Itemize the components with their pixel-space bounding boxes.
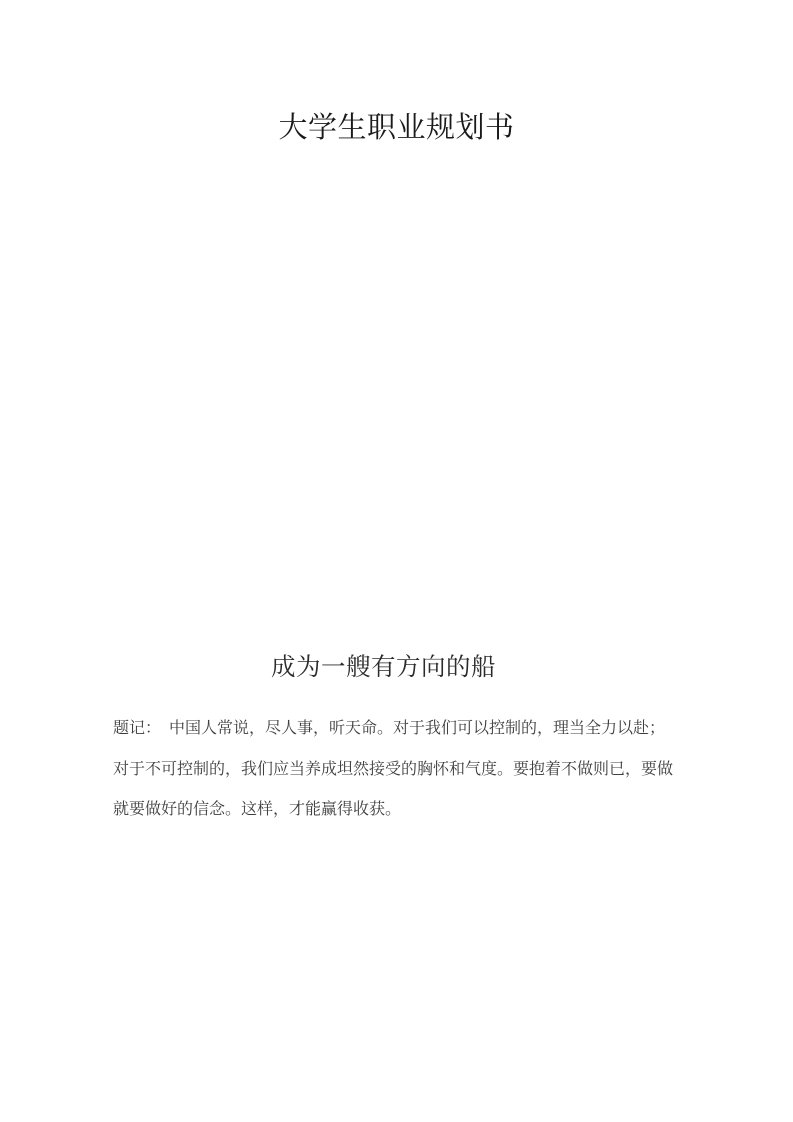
- document-title: 大学生职业规划书: [278, 112, 515, 144]
- epigraph-paragraph: [113, 709, 680, 831]
- epigraph-line-1: 题记： 中国人常说，尽人事，听天命。对于我们可以控制的，理当全力以赴；: [113, 720, 666, 737]
- section-heading: 成为一艘有方向的船: [271, 654, 496, 681]
- epigraph-line-3: 就要做好的信念。这样，才能赢得收获。: [113, 801, 402, 818]
- epigraph-line-2: 对于不可控制的，我们应当养成坦然接受的胸怀和气度。要抱着不做则已，要做: [113, 760, 674, 778]
